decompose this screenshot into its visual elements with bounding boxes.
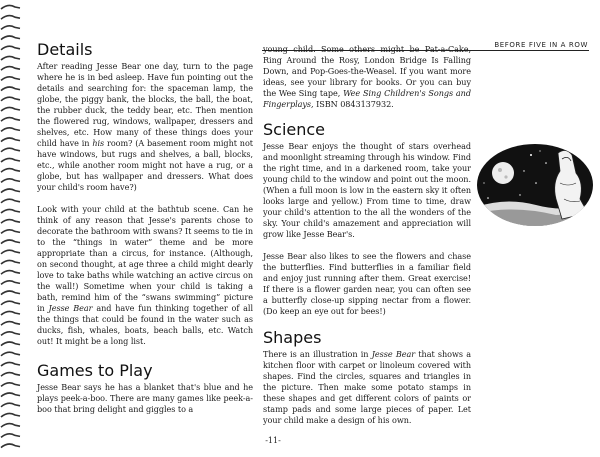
spiral-coil xyxy=(1,36,20,40)
details-paragraph-2: Look with your child at the bathtub scene. Can he think of any reason that Jesse's parents chose to decorate the bathroom with swans? It seems to tie in to the “things in water” theme and be more appropriate than a circus, for instance. (Although, on second thought, at age three a child might dearly love to take baths while watching an active circus on the wall!) Sometime when your child is taking a bath, remind him of the “swans swimming” picture in Jesse Bear and have fun thinking together of all the things that could be found in the water such as ducks, fish, whales, boats, beach balls, etc. Watch out! It might be a long list. xyxy=(37,204,253,346)
left-column xyxy=(37,40,253,415)
spiral-coil xyxy=(1,199,20,203)
spiral-coil xyxy=(1,424,20,428)
spiral-coil xyxy=(1,352,20,356)
spiral-coil xyxy=(1,230,20,234)
spiral-coil xyxy=(1,97,20,101)
spiral-coil xyxy=(1,138,20,142)
spiral-coil xyxy=(1,271,20,275)
spiral-coil xyxy=(1,169,20,173)
right-column xyxy=(263,44,471,426)
spiral-coil xyxy=(1,260,20,264)
spiral-coil xyxy=(1,179,20,183)
running-header: BEFORE FIVE IN A ROW xyxy=(494,41,588,49)
spiral-coil xyxy=(1,67,20,71)
spiral-coil xyxy=(1,322,20,326)
spiral-coil xyxy=(1,373,20,377)
spiral-coil xyxy=(1,444,20,448)
spiral-coil xyxy=(1,26,20,30)
details-paragraph-1: After reading Jesse Bear one day, turn to the page where he is in bed asleep. Have fun pointing out the details and searching for: the spaceman lamp, the globe, the piggy bank, the blocks, the ball, the boat, the rubber duck, the teddy bear, etc. Then mention the flowered rug, windows, wallpaper, dressers and shelves, etc. How many of these things does your child have in his room? (A basement room might not have windows, but rugs and shelves, a ball, blocks, etc., while another room might not have a rug, or a globe, but has wallpaper and dressers. What does your child's room have?) xyxy=(37,61,253,192)
section-heading-shapes: Shapes xyxy=(263,328,322,347)
spiral-coil xyxy=(1,189,20,193)
science-paragraph-1: Jesse Bear enjoys the thought of stars overhead and moonlight streaming through his window. Find the right time, and in a darkened room, take your young child to the window and point out the moon. (When a full moon is low in the eastern sky it often looks large and yellow.) From time to time, draw your child's attention to the all the wonders of the sky. Your child's amazement and appreciation will grow like Jesse Bear's. xyxy=(263,141,471,239)
section-heading-science: Science xyxy=(263,120,326,139)
spiral-coil xyxy=(1,291,20,295)
spiral-coil xyxy=(1,5,20,9)
spiral-coil xyxy=(1,240,20,244)
section-heading-games: Games to Play xyxy=(37,361,153,380)
spiral-coil xyxy=(1,220,20,224)
page-number: -11- xyxy=(265,436,281,445)
spiral-coil xyxy=(1,393,20,397)
spiral-coil xyxy=(1,311,20,315)
science-paragraph-2: Jesse Bear also likes to see the flowers and chase the butterflies. Find butterflies in a familiar field and enjoy just running after them. Great exercise! If there is a flower garden near, you can often see a butterfly close-up sipping nectar from a flower. (Do keep an eye out for bees!) xyxy=(263,251,471,316)
spiral-coil xyxy=(1,342,20,346)
spiral-coil xyxy=(1,158,20,162)
games-paragraph-1: Jesse Bear says he has a blanket that's blue and he plays peek-a-boo. There are many games like peek-a-boo that bring delight and giggles to a xyxy=(37,382,253,414)
spiral-coil xyxy=(1,148,20,152)
spiral-coil xyxy=(1,118,20,122)
spiral-binding-icon xyxy=(0,0,24,457)
section-heading-details: Details xyxy=(37,40,93,59)
spiral-coil xyxy=(1,107,20,111)
spiral-coil xyxy=(1,87,20,91)
shapes-paragraph-1: There is an illustration in Jesse Bear that shows a kitchen floor with carpet or linoleum covered with shapes. Find the circles, squares and triangles in the picture. Then make some potato stamps in these shapes and get different colors of paints or stamp pads and some large pieces of paper. Let your child make a design of his own. xyxy=(263,349,471,425)
spiral-coil xyxy=(1,16,20,20)
spiral-coil xyxy=(1,128,20,132)
games-paragraph-continued: young child. Some others might be Pat-a-Cake, Ring Around the Rosy, London Bridge Is Falling Down, and Pop-Goes-the-Weasel. If you want more ideas, see your library for books. Or you can buy the Wee Sing tape, Wee Sing Children's Songs and Fingerplays, ISBN 0843137932. xyxy=(263,44,471,109)
spiral-coil xyxy=(1,413,20,417)
spiral-coil xyxy=(1,77,20,81)
spiral-coil xyxy=(1,332,20,336)
spiral-coil xyxy=(1,281,20,285)
spiral-coil xyxy=(1,362,20,366)
spiral-coil xyxy=(1,403,20,407)
spiral-coil xyxy=(1,250,20,254)
spiral-coil xyxy=(1,434,20,438)
spiral-coil xyxy=(1,46,20,50)
spiral-coil xyxy=(1,383,20,387)
spiral-coil xyxy=(1,301,20,305)
moon-night-sky-illustration-icon xyxy=(476,143,594,227)
spiral-coil xyxy=(1,209,20,213)
spiral-coil xyxy=(1,56,20,60)
